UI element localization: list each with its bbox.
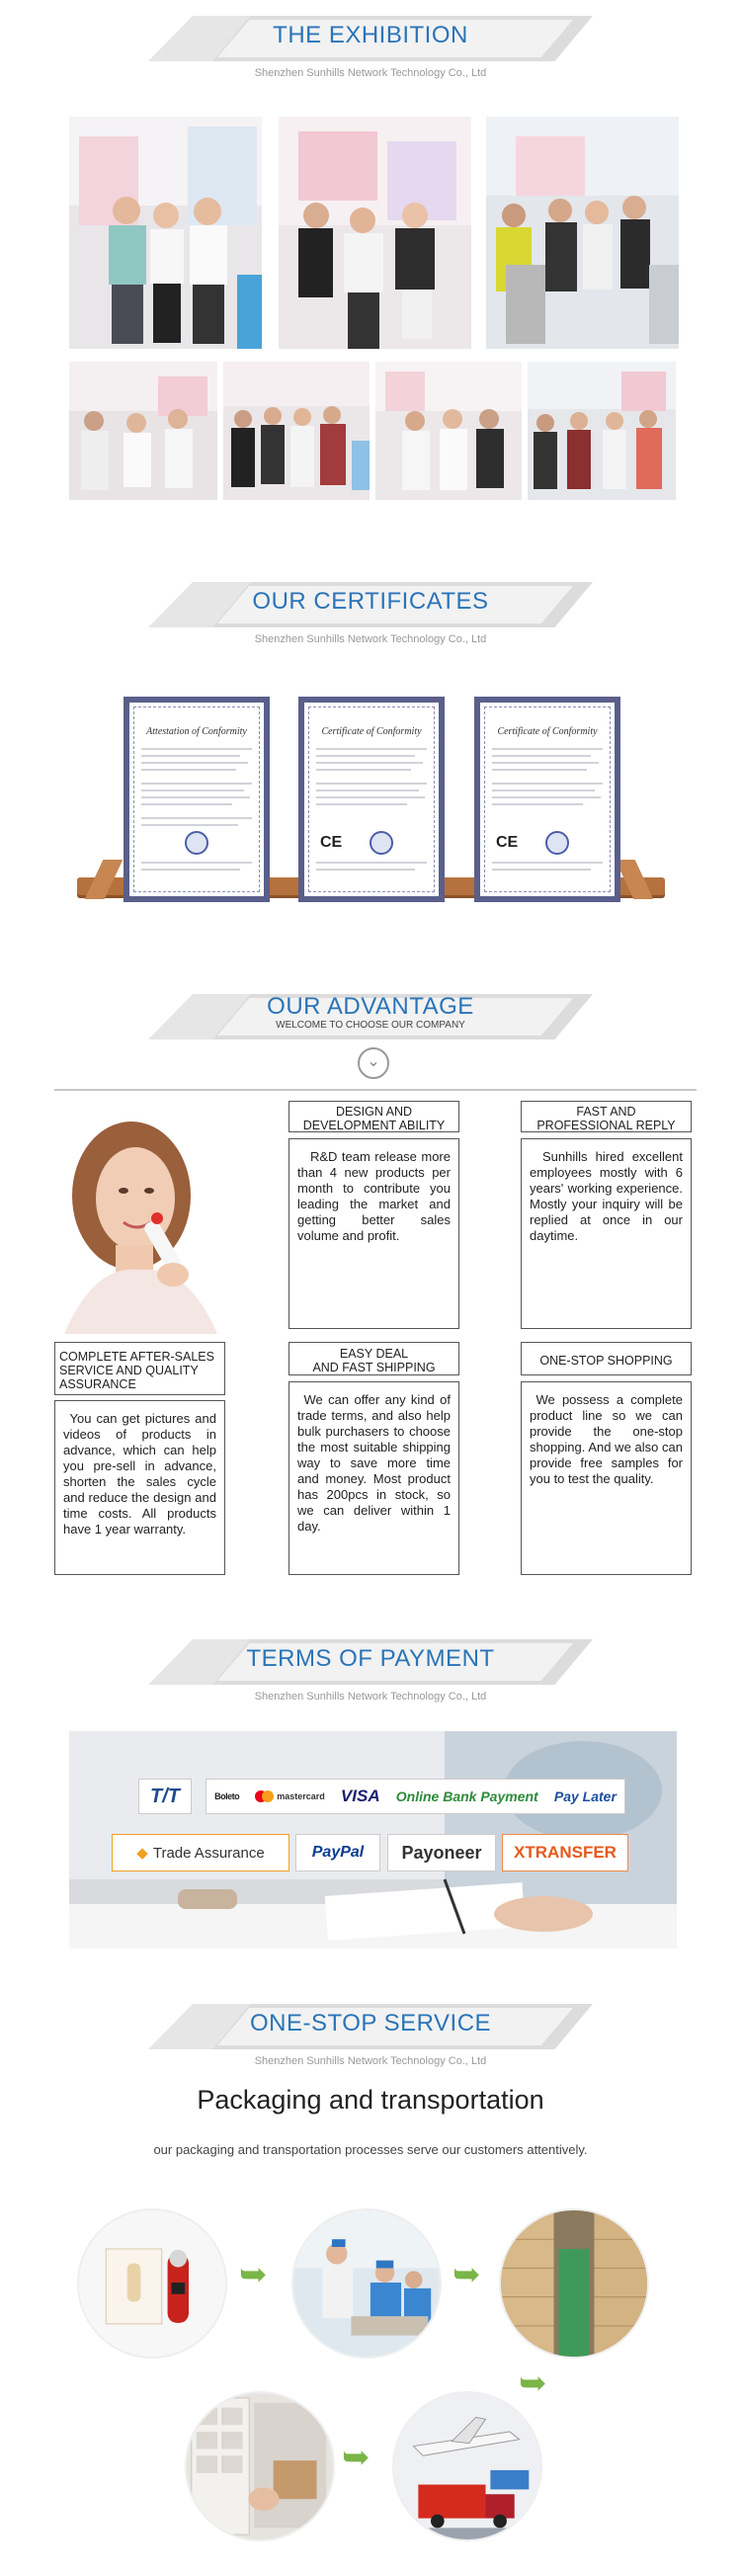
company-name: Shenzhen Sunhills Network Technology Co., Ltd bbox=[254, 2055, 487, 2067]
advantage-title-onestop: ONE-STOP SHOPPING bbox=[521, 1342, 692, 1375]
section-subtitle: WELCOME TO CHOOSE OUR COMPANY bbox=[276, 1020, 465, 1031]
certificate-3 bbox=[474, 697, 620, 902]
certificate-text-lines bbox=[141, 744, 252, 882]
exhibition-photo-5 bbox=[223, 362, 370, 500]
ce-mark: CE bbox=[320, 834, 343, 851]
advantage-title-design: DESIGN AND DEVELOPMENT ABILITY bbox=[288, 1101, 459, 1132]
divider bbox=[54, 1089, 697, 1091]
chevron-down-icon: ⌄ bbox=[358, 1047, 389, 1079]
ce-mark: CE bbox=[496, 834, 519, 851]
section-title: OUR ADVANTAGE bbox=[267, 993, 474, 1020]
advantage-banner bbox=[0, 978, 741, 1057]
payment-mastercard: mastercard bbox=[255, 1790, 325, 1802]
exhibition-photo-3 bbox=[486, 117, 679, 349]
payment-trade-assurance: ◆ Trade Assurance bbox=[112, 1834, 289, 1871]
exhibition-photo-6 bbox=[375, 362, 522, 500]
arrow-left-icon: ➥ bbox=[239, 2256, 268, 2293]
process-product-photo bbox=[77, 2208, 227, 2359]
process-shipping-photo bbox=[392, 2391, 542, 2541]
advantage-text-shipping: We can offer any kind of trade terms, and also help bulk purchasers to choose the most suitable shipping way to save more time and money. Most product has 200pcs in stock, so we can deliver within 1 day. bbox=[288, 1381, 459, 1575]
payment-visa: VISA bbox=[340, 1787, 380, 1805]
payment-online-bank: Online Bank Payment bbox=[395, 1788, 538, 1804]
service-banner bbox=[0, 1988, 741, 2067]
payment-payoneer: Payoneer bbox=[387, 1834, 496, 1871]
payment-row1-strip bbox=[206, 1779, 625, 1814]
company-name: Shenzhen Sunhills Network Technology Co., Ltd bbox=[254, 67, 487, 79]
arrow-left-icon: ➥ bbox=[453, 2256, 481, 2293]
exhibition-photo-1 bbox=[69, 117, 262, 349]
woman-product-photo bbox=[54, 1102, 227, 1334]
advantage-text-aftersales: You can get pictures and videos of products in advance, which can help you pre-sell in advance, shorten the sales cycle and reduce the design and time costs. All products have 1 year warranty. bbox=[54, 1400, 225, 1575]
advantage-title-aftersales: COMPLETE AFTER-SALES SERVICE AND QUALITY ASSURANCE bbox=[54, 1342, 225, 1395]
service-description: our packaging and transportation processes serve our customers attentively. bbox=[153, 2142, 588, 2157]
arrow-left-icon: ➥ bbox=[342, 2439, 370, 2476]
payment-boleto: Boleto bbox=[214, 1791, 240, 1801]
certificate-text-lines bbox=[492, 744, 603, 882]
section-title: THE EXHIBITION bbox=[273, 22, 468, 48]
certificate-2 bbox=[298, 697, 445, 902]
certificate-title: Attestation of Conformity bbox=[146, 726, 247, 737]
advantage-title-reply: FAST AND PROFESSIONAL REPLY bbox=[521, 1101, 692, 1132]
payment-paypal: PayPal bbox=[295, 1834, 380, 1871]
payment-banner bbox=[0, 1623, 741, 1703]
payment-pay-later: Pay Later bbox=[553, 1788, 617, 1804]
arrow-down-icon: ➥ bbox=[519, 2365, 547, 2402]
exhibition-photo-7 bbox=[528, 362, 676, 500]
exhibition-photo-4 bbox=[69, 362, 217, 500]
certificate-title: Certificate of Conformity bbox=[497, 726, 598, 737]
service-heading: Packaging and transportation bbox=[197, 2085, 544, 2115]
process-warehouse-photo bbox=[499, 2208, 649, 2359]
advantage-text-reply: Sunhills hired excellent employees mostly with 6 years' working experience. Mostly your inquiry will be replied at once in our daytime. bbox=[521, 1138, 692, 1329]
certificates-banner bbox=[0, 566, 741, 645]
advantage-title-shipping: EASY DEAL AND FAST SHIPPING bbox=[288, 1342, 459, 1375]
process-packing-photo bbox=[291, 2208, 442, 2359]
company-name: Shenzhen Sunhills Network Technology Co., Ltd bbox=[254, 1691, 487, 1703]
payment-tt: T/T bbox=[138, 1779, 192, 1814]
payment-xtransfer: XTRANSFER bbox=[502, 1834, 628, 1871]
exhibition-photo-2 bbox=[279, 117, 471, 349]
section-title: ONE-STOP SERVICE bbox=[249, 2010, 492, 2036]
section-title: TERMS OF PAYMENT bbox=[246, 1645, 495, 1672]
exhibition-banner bbox=[0, 0, 741, 79]
advantage-text-design: R&D team release more than 4 new products per month to contribute you leading the market and getting better sales volume and profit. bbox=[288, 1138, 459, 1329]
certificate-1 bbox=[124, 697, 270, 902]
process-locker-photo bbox=[185, 2391, 335, 2541]
section-title: OUR CERTIFICATES bbox=[252, 588, 489, 615]
advantage-text-onestop: We possess a complete product line so we can provide the one-stop shopping. And we also can provide free samples for you to test the quality. bbox=[521, 1381, 692, 1575]
certificate-title: Certificate of Conformity bbox=[321, 726, 422, 737]
company-name: Shenzhen Sunhills Network Technology Co., Ltd bbox=[254, 633, 487, 645]
certificate-text-lines bbox=[316, 744, 427, 882]
